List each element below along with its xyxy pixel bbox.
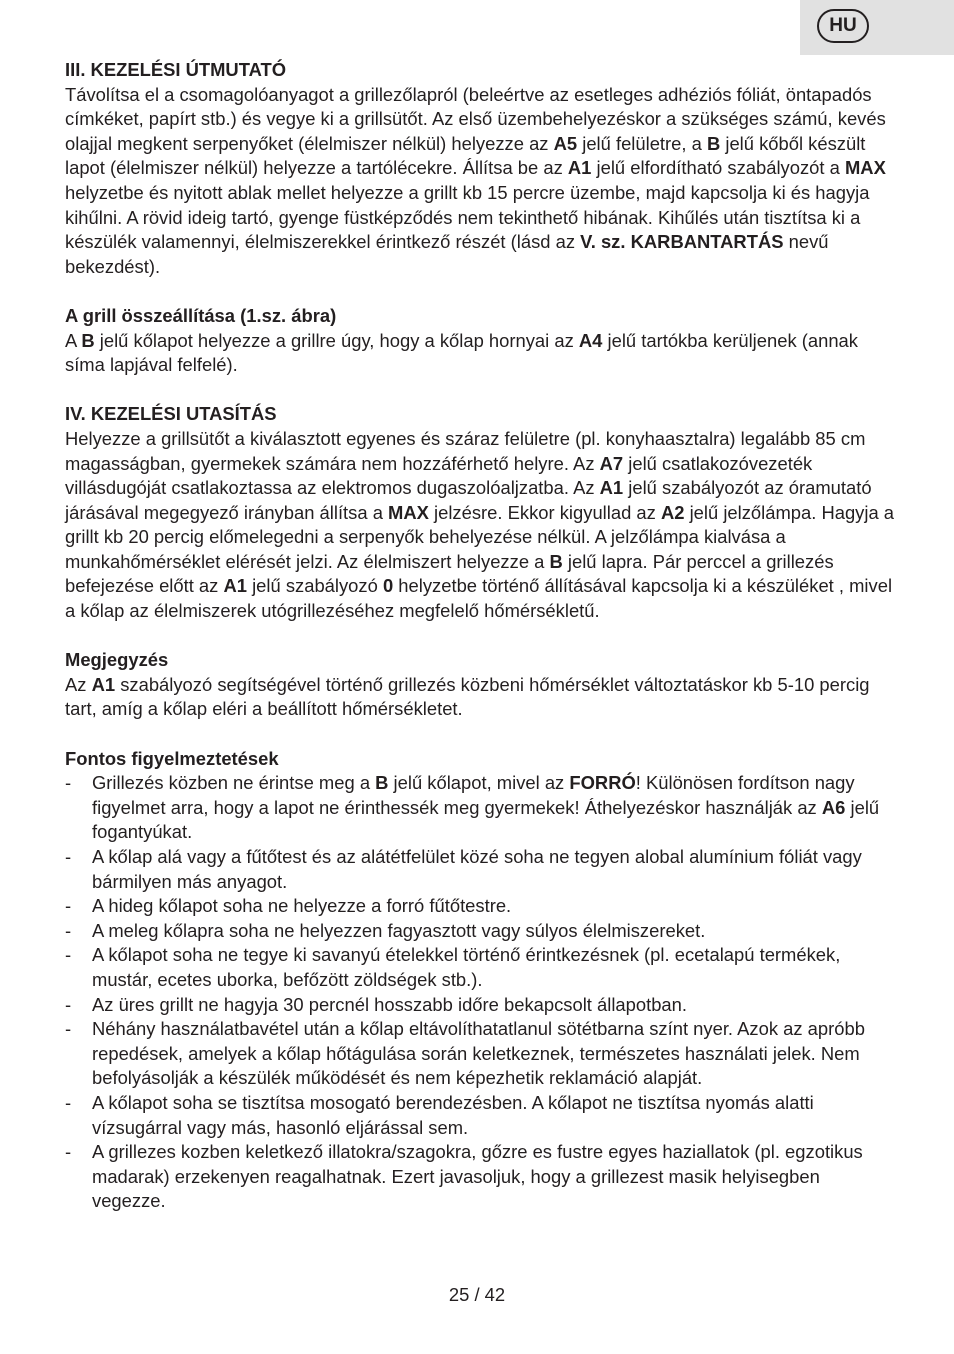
- operating-guide-paragraph: Távolítsa el a csomagolóanyagot a grillezőlapról (beleértve az esetleges adhéziós fóliát, öntapadós címkéket, papírt stb.) és vegye ki a grillsütőt. Az első üzembehelyezéskor a szükséges számú, kevés olajjal megkent serpenyőket (élelmiszer nélkül) helyezze az A5 jelű felületre, a B jelű kőből készült lapot (élelmiszer nélkül) helyezze a tartólécekre. Állítsa be az A1 jelű elfordítható szabályozót a MAX helyzetbe és nyitott ablak mellet helyezze a grillt kb 15 percre üzembe, majd kapcsolja ki és hagyja kihűlni. A rövid ideig tartó, gyenge füstképződés nem tekinthető hibának. Kihűlés után tisztítsa ki a készülék valamennyi, élelmiszerekkel érintkező részét (lásd az V. sz. KARBANTARTÁS nevű bekezdést).: [65, 83, 886, 277]
- list-item: - A meleg kőlapra soha ne helyezzen fagyasztott vagy súlyos élelmiszereket.: [65, 919, 706, 941]
- warnings-list: [65, 771, 895, 1214]
- section-heading-operating-guide: III. KEZELÉSI ÚTMUTATÓ: [65, 59, 287, 80]
- list-item: - A hideg kőlapot soha ne helyezze a forró fűtőtestre.: [65, 895, 512, 917]
- list-item: - Az üres grillt ne hagyja 30 percnél hosszabb időre bekapcsolt állapotban.: [65, 993, 688, 1015]
- language-tab: [800, 0, 954, 55]
- list-item: - A grillezes kozben keletkező illatokra/szagokra, gőzre es fustre egyes haziallatok (pl. egzotikus madarak) erzekenyen reagalhatnak. Ezert javasoljuk, hogy a grillezest masik helyisegben vegezze.: [65, 1141, 863, 1212]
- language-badge: HU: [817, 9, 869, 43]
- page-content: [65, 58, 895, 1214]
- section-heading-note: Megjegyzés: [65, 649, 169, 671]
- list-item: - Grillezés közben ne érintse meg a B jelű kőlapot, mivel az FORRÓ! Különösen fordítson nagy figyelmet arra, hogy a lapot ne érinthessék meg gyermekek! Áthelyezéskor használják az A6 jelű fogantyúkat.: [65, 772, 880, 843]
- page-number: 25 / 42: [448, 1284, 506, 1305]
- list-item: - A kőlap alá vagy a fűtőtest és az alátétfelület közé soha ne tegyen alobal alumínium fóliát vagy bármilyen más anyagot.: [65, 846, 862, 892]
- list-item: - A kőlapot soha ne tegye ki savanyú ételekkel történő érintkezésnek (pl. ecetalapú termékek, mustár, ecetes uborka, befőzött zöldségek stb.).: [65, 944, 841, 990]
- list-item: - A kőlapot soha se tisztítsa mosogató berendezésben. A kőlapot ne tisztítsa nyomás alatti vízsugárral vagy más, hasonló eljárással sem.: [65, 1091, 814, 1138]
- section-heading-assembly: A grill összeállítása (1.sz. ábra): [65, 304, 337, 326]
- section-heading-operating-instructions: IV. KEZELÉSI UTASÍTÁS: [65, 403, 277, 425]
- note-paragraph: Az A1 szabályozó segítségével történő grillezés közbeni hőmérséklet változtatáskor kb 5-10 percig tart, amíg a kőlap eléri a beállított hőmérsékletet.: [65, 673, 870, 720]
- section-heading-warnings: Fontos figyelmeztetések: [65, 747, 279, 769]
- assembly-paragraph: A B jelű kőlapot helyezze a grillre úgy, hogy a kőlap hornyai az A4 jelű tartókba kerüljenek (annak síma lapjával felfelé).: [65, 329, 858, 376]
- list-item: - Néhány használatbavétel után a kőlap eltávolíthatatlanul sötétbarna színt nyer. Azok az apróbb repedések, amelyek a kőlap hőtágulása során keletkeznek, természetes használati jelek. Nem befolyásolják a készülék működését és nem képezhetik reklamáció alapját.: [65, 1018, 865, 1089]
- operating-instructions-paragraph: Helyezze a grillsütőt a kiválasztott egyenes és száraz felületre (pl. konyhaasztalra) legalább 85 cm magasságban, gyermekek számára nem hozzáférhető helyre. Az A7 jelű csatlakozóvezeték villásdugóját csatlakoztassa az elektromos dugaszolóaljzatba. Az A1 jelű szabályozót az óramutató járásával megegyező irányban állítsa a MAX jelzésre. Ekkor kigyullad az A2 jelű jelzőlámpa. Hagyja a grillt kb 20 percig előmelegedni a serpenyők behelyezése nélkül. A jelzőlámpa kialvása a munkahőmérséklet elérését jelzi. Az élelmiszert helyezze a B jelű lapra. Pár perccel a grillezés befejezése előtt az A1 jelű szabályozó 0 helyzetbe történő állításával kapcsolja ki a készüléket , mivel a kőlap az élelmiszerek utógrillezéséhez megfelelő hőmérsékletű.: [65, 427, 895, 622]
